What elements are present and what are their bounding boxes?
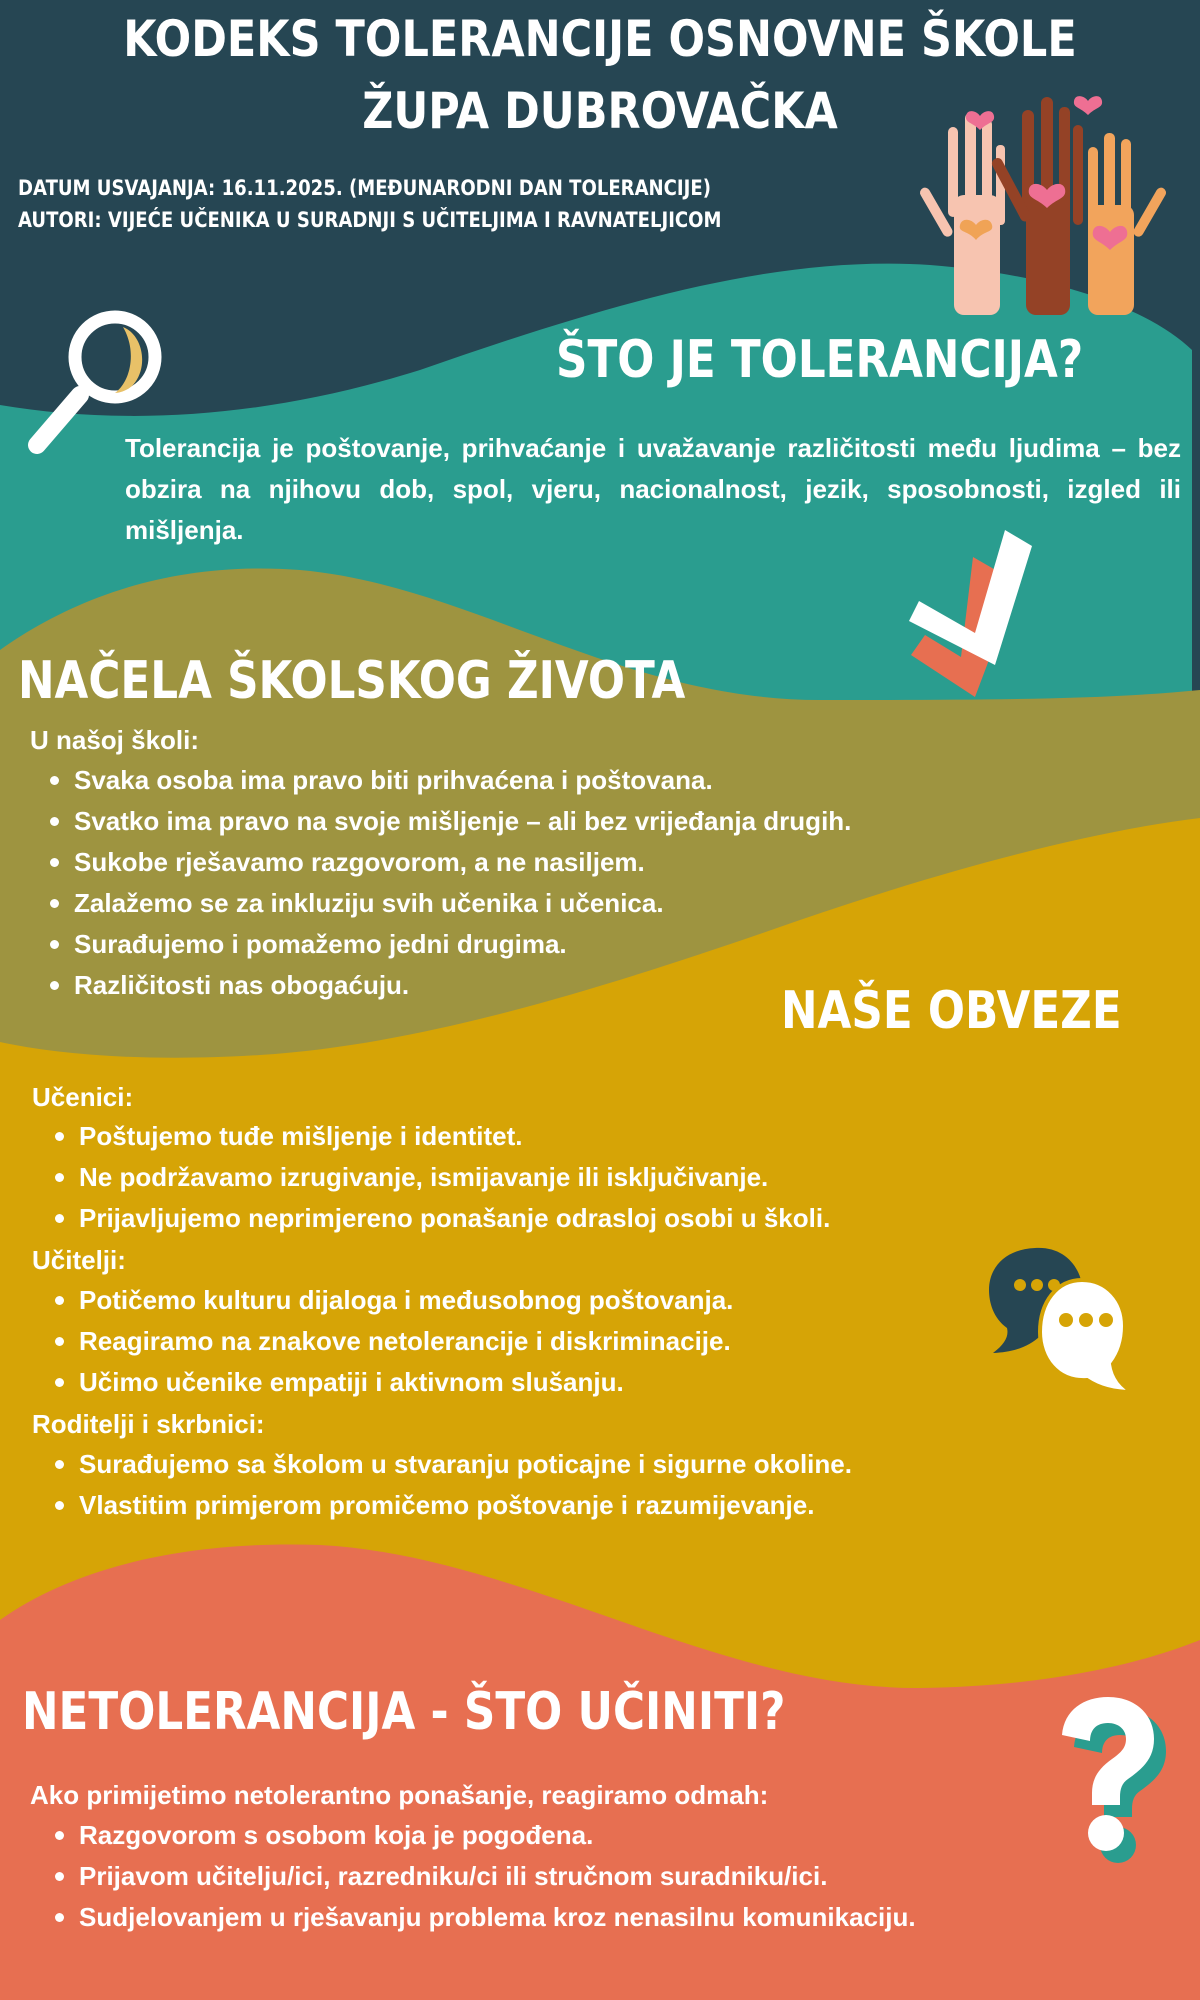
list-item xyxy=(50,924,851,965)
list-item xyxy=(55,1856,916,1897)
tolerance-definition: Tolerancija je poštovanje, prihvaćanje i uvažavanje različitosti među ljudima – bez obzira na njihovu dob, spol, vjeru, nacionalnost, jezik, sposobnosti, izgled ili mišljenja. xyxy=(125,433,1181,545)
bullet-icon xyxy=(55,1913,64,1922)
students-list xyxy=(55,1116,830,1239)
raised-hands-hearts-icon xyxy=(910,85,1170,315)
group-label-students: Učenici: xyxy=(32,1082,134,1112)
bullet-icon xyxy=(55,1872,64,1881)
list-item xyxy=(55,1815,916,1856)
list-item-text: Različitosti nas obogaćuju. xyxy=(74,970,410,1000)
checkmark-icon xyxy=(895,525,1075,705)
list-item-text: Sudjelovanjem u rješavanju problema kroz nenasilnu komunikaciju. xyxy=(79,1902,916,1932)
list-item xyxy=(50,883,851,924)
list-item-text: Razgovorom s osobom koja je pogođena. xyxy=(79,1820,594,1850)
bullet-icon xyxy=(55,1214,64,1223)
bullet-icon xyxy=(55,1831,64,1840)
list-item xyxy=(55,1362,733,1403)
list-item xyxy=(55,1485,852,1526)
bullet-icon xyxy=(50,776,59,785)
list-item-text: Prijavljujemo neprimjereno ponašanje odrasloj osobi u školi. xyxy=(79,1203,831,1233)
list-item-text: Poštujemo tuđe mišljenje i identitet. xyxy=(79,1121,523,1151)
bullet-icon xyxy=(55,1337,64,1346)
list-item-text: Ne podržavamo izrugivanje, ismijavanje ili isključivanje. xyxy=(79,1162,769,1192)
parents-list xyxy=(55,1444,852,1526)
typing-dot xyxy=(1099,1313,1113,1327)
bullet-icon xyxy=(55,1132,64,1141)
bullet-icon xyxy=(55,1296,64,1305)
list-item-text: Zalažemo se za inkluziju svih učenika i učenica. xyxy=(74,888,664,918)
typing-dot xyxy=(1059,1313,1073,1327)
question-mark-icon xyxy=(1050,1695,1180,1870)
bullet-icon xyxy=(55,1173,64,1182)
page-title-line-2: ŽUPA DUBROVAČKA xyxy=(362,82,838,140)
typing-dot xyxy=(1048,1279,1060,1291)
bullet-icon xyxy=(50,981,59,990)
principles-list xyxy=(50,760,851,1006)
typing-dot xyxy=(1079,1313,1093,1327)
list-item xyxy=(50,842,851,883)
list-item-text: Sukobe rješavamo razgovorom, a ne nasiljem. xyxy=(74,847,645,877)
group-label-teachers: Učitelji: xyxy=(32,1245,126,1275)
list-item-text: Potičemo kulturu dijaloga i međusobnog poštovanja. xyxy=(79,1285,734,1315)
principles-intro: U našoj školi: xyxy=(30,725,200,755)
list-item xyxy=(55,1116,830,1157)
bullet-icon xyxy=(55,1460,64,1469)
list-item-text: Prijavom učitelju/ici, razredniku/ci ili stručnom suradniku/ici. xyxy=(79,1861,828,1891)
list-item-text: Reagiramo na znakove netolerancije i diskriminacije. xyxy=(79,1326,731,1356)
obligations-heading: NAŠE OBVEZE xyxy=(781,981,1122,1041)
list-item xyxy=(50,801,851,842)
page-title-line-1: KODEKS TOLERANCIJE OSNOVNE ŠKOLE xyxy=(123,10,1077,68)
intolerance-intro: Ako primijetimo netolerantno ponašanje, reagiramo odmah: xyxy=(30,1780,769,1810)
intolerance-heading: NETOLERANCIJA - ŠTO UČINITI? xyxy=(22,1682,786,1742)
list-item xyxy=(55,1321,733,1362)
bullet-icon xyxy=(55,1501,64,1510)
list-item xyxy=(55,1280,733,1321)
list-item-text: Svatko ima pravo na svoje mišljenje – ali bez vrijeđanja drugih. xyxy=(74,806,852,836)
list-item-text: Surađujemo i pomažemo jedni drugima. xyxy=(74,929,567,959)
list-item xyxy=(55,1897,916,1938)
list-item xyxy=(55,1444,852,1485)
bullet-icon xyxy=(50,899,59,908)
list-item xyxy=(55,1198,830,1239)
adoption-date: DATUM USVAJANJA: 16.11.2025. (MEĐUNARODNI DAN TOLERANCIJE) xyxy=(18,176,711,200)
bullet-icon xyxy=(50,940,59,949)
list-item xyxy=(50,965,851,1006)
white-chat-bubble xyxy=(1040,1280,1132,1390)
bullet-icon xyxy=(50,858,59,867)
teachers-list xyxy=(55,1280,733,1403)
group-label-parents: Roditelji i skrbnici: xyxy=(32,1409,265,1439)
list-item-text: Svaka osoba ima pravo biti prihvaćena i poštovana. xyxy=(74,765,713,795)
typing-dot xyxy=(1031,1279,1043,1291)
list-item-text: Učimo učenike empatiji i aktivnom slušanju. xyxy=(79,1367,624,1397)
principles-heading: NAČELA ŠKOLSKOG ŽIVOTA xyxy=(18,651,686,711)
intolerance-list xyxy=(55,1815,916,1938)
bullet-icon xyxy=(55,1378,64,1387)
floating-heart-right xyxy=(1074,96,1102,115)
list-item-text: Surađujemo sa školom u stvaranju poticajne i sigurne okoline. xyxy=(79,1449,852,1479)
light-hand xyxy=(918,113,1005,315)
what-is-tolerance-heading: ŠTO JE TOLERANCIJA? xyxy=(556,330,1084,390)
list-item xyxy=(50,760,851,801)
list-item xyxy=(55,1157,830,1198)
list-item-text: Vlastitim primjerom promičemo poštovanje i razumijevanje. xyxy=(79,1490,815,1520)
authors-line: AUTORI: VIJEĆE UČENIKA U SURADNJI S UČITELJIMA I RAVNATELJICOM xyxy=(18,208,722,232)
typing-dot xyxy=(1014,1279,1026,1291)
tan-hand xyxy=(1088,133,1168,315)
bullet-icon xyxy=(50,817,59,826)
chat-bubbles-icon xyxy=(985,1240,1135,1390)
